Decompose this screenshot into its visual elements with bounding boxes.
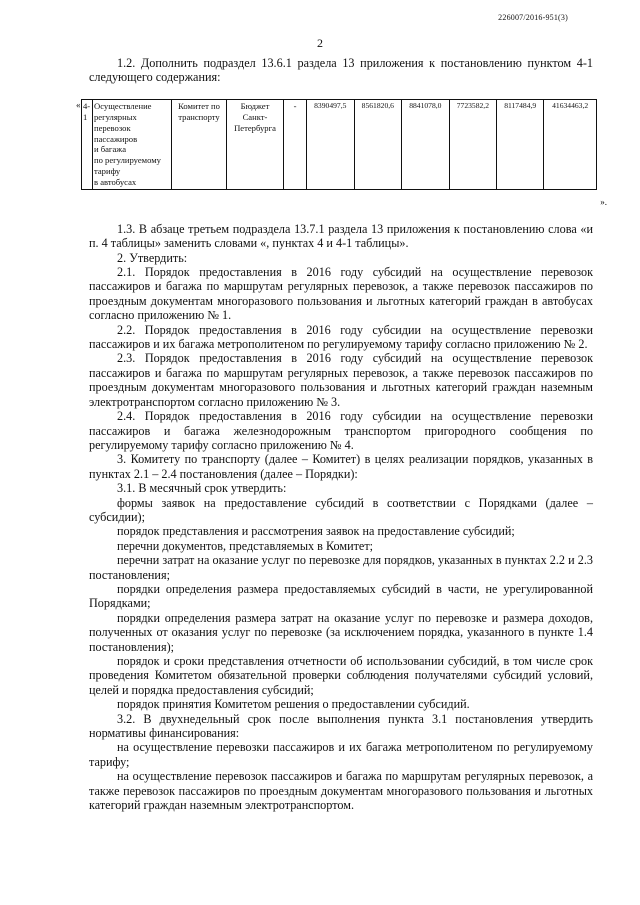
table-row	[82, 99, 597, 189]
list-item: формы заявок на предоставление субсидий в соответствии с Порядками (далее – субсидии);	[89, 495, 593, 524]
paragraph-1-3: 1.3. В абзаце третьем подраздела 13.7.1 раздела 13 приложения к постановлению слова «и п. 4 таблицы» заменить словами «, пунктах 4 и 4-1 таблицы».	[89, 221, 593, 251]
paragraph-2: 2. Утвердить:	[117, 250, 188, 265]
cell-value: 8561820,6	[354, 99, 402, 189]
name-line: регулярных	[94, 111, 137, 122]
list-item: порядки определения размера затрат на оказание услуг по перевозке и размера доходов, полученных от оказания услуг по перевозке (за исключением порядка, указанного в пункте 1.4 постановления);	[89, 610, 593, 654]
paragraph-2-2: 2.2. Порядок предоставления в 2016 году субсидии на осуществление перевозки пассажиров и их багажа метрополитеном по регулируемому тарифу согласно приложению № 2.	[89, 322, 593, 352]
name-line: в автобусах	[94, 177, 137, 188]
list-item: порядки определения размера предоставляемых субсидий в части, не урегулированной Порядками;	[89, 581, 593, 611]
page-number: 2	[317, 36, 323, 50]
cell-number: 4-1	[82, 99, 93, 189]
list-item: перечни документов, представляемых в Комитет;	[117, 538, 374, 553]
cell-name	[93, 99, 172, 189]
list-item: порядок представления и рассмотрения заявок на предоставление субсидий;	[117, 524, 515, 539]
cell-value: 41634463,2	[544, 99, 597, 189]
paragraph-3: 3. Комитету по транспорту (далее – Комитет) в целях реализации порядков, указанных в пунктах 2.1 – 2.4 постановления (далее – Порядки):	[89, 452, 593, 481]
name-line: пассажиров	[94, 133, 138, 144]
cell-budget: Бюджет Санкт-Петербурга	[227, 99, 284, 189]
paragraph-2-4: 2.4. Порядок предоставления в 2016 году субсидии на осуществление перевозки пассажиров и багажа железнодорожным транспортом пригородного сообщения по регулируемому тарифу согласно приложению № 4.	[89, 409, 593, 452]
list-item: на осуществление перевозки пассажиров и их багажа метрополитеном по регулируемому тарифу;	[89, 740, 593, 769]
name-line: Осуществление	[94, 100, 152, 111]
paragraph-1-2: 1.2. Дополнить подраздел 13.6.1 раздела 13 приложения к постановлению пунктом 4-1 следующего содержания:	[89, 56, 593, 85]
list-item: порядок принятия Комитетом решения о предоставлении субсидий.	[117, 697, 470, 712]
cell-dash: -	[284, 99, 307, 189]
name-line: и багажа	[94, 144, 127, 155]
cell-value: 8841078,0	[402, 99, 450, 189]
document-number: 226007/2016-951(3)	[498, 13, 568, 22]
name-line: тарифу	[94, 166, 121, 177]
cell-value: 8117484,9	[497, 99, 544, 189]
document-body	[76, 56, 607, 813]
list-item: перечни затрат на оказание услуг по перевозке для порядков, указанных в пунктах 2.2 и 2.3 постановления;	[89, 553, 593, 582]
amendment-table	[81, 99, 597, 190]
cell-value: 8390497,5	[307, 99, 355, 189]
close-quote: ».	[600, 196, 607, 207]
paragraph-2-1: 2.1. Порядок предоставления в 2016 году субсидий на осуществление перевозок пассажиров и багажа по маршрутам регулярных перевозок, а также перевозок пассажиров по проездным документам многоразового пользования и льготных категорий граждан в автобусах согласно приложению № 1.	[89, 265, 593, 323]
name-line: перевозок	[94, 122, 131, 133]
name-line: по регулируемому	[94, 155, 161, 166]
list-item: на осуществление перевозок пассажиров и багажа по маршрутам регулярных перевозок, а также перевозок пассажиров по проездным документам многоразового пользования и льготных категорий граждан наземным электротранспортом.	[89, 769, 593, 813]
paragraph-2-3: 2.3. Порядок предоставления в 2016 году субсидий на осуществление перевозок пассажиров и багажа по маршрутам регулярных перевозок, а также перевозок пассажиров по проездным документам многоразового пользования и льготных категорий граждан наземным электротранспортом согласно приложению № 3.	[89, 351, 593, 409]
amendment-table-block	[76, 99, 607, 207]
paragraph-3-1: 3.1. В месячный срок утвердить:	[117, 481, 287, 496]
cell-agency: Комитет по транспорту	[172, 99, 227, 189]
cell-value: 7723582,2	[449, 99, 497, 189]
list-item: порядок и сроки представления отчетности об использовании субсидий, в том числе срок проведения Комитетом обязательной проверки соблюдения получателями субсидий условий, целей и порядка предоставления субсидий;	[89, 654, 593, 697]
paragraph-3-2: 3.2. В двухнедельный срок после выполнения пункта 3.1 постановления утвердить нормативы финансирования:	[89, 711, 593, 741]
open-quote: «	[76, 99, 81, 110]
